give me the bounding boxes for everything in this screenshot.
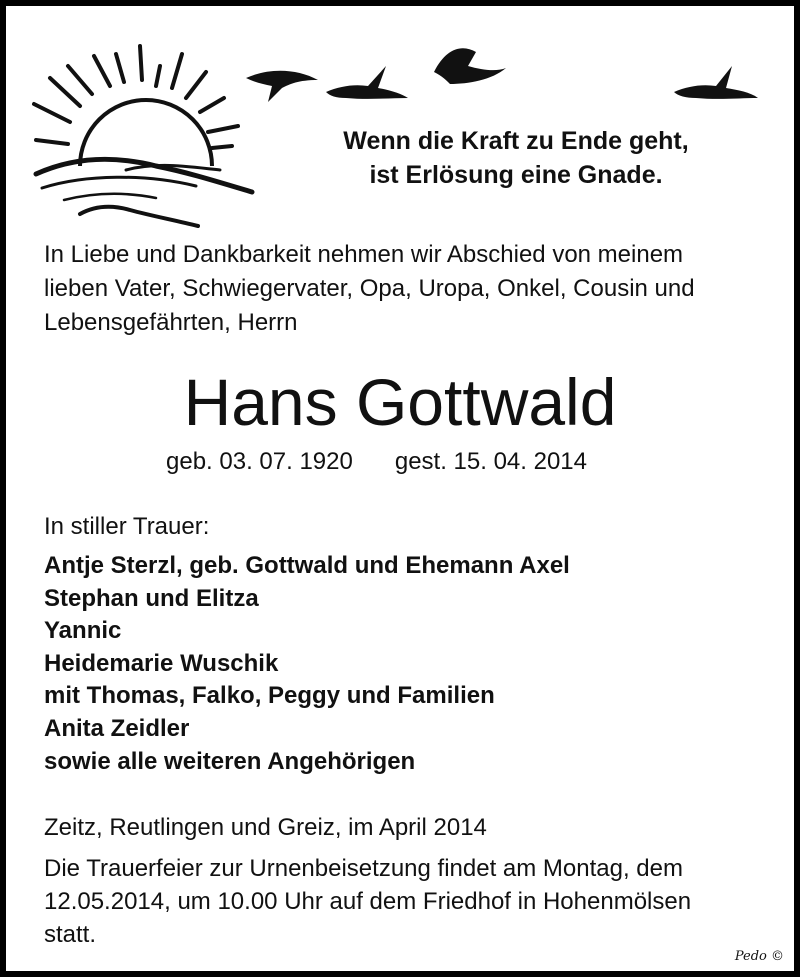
- mourning-label: In stiller Trauer:: [44, 513, 210, 540]
- birth-date: geb. 03. 07. 1920: [166, 448, 353, 475]
- mourner-line: Anita Zeidler: [44, 714, 190, 742]
- death-date: gest. 15. 04. 2014: [394, 448, 587, 475]
- sun-rays-icon: [34, 46, 238, 148]
- river-icon: [80, 207, 198, 226]
- intro-text: [44, 238, 774, 340]
- intro-line: Lebensgefährten, Herrn: [44, 309, 298, 336]
- mourners-list: [44, 550, 784, 778]
- hills-icon: [36, 159, 252, 200]
- place-and-date: Zeitz, Reutlingen und Greiz, im April 2014: [44, 814, 487, 841]
- mourner-line: Heidemarie Wuschik: [44, 649, 279, 677]
- motto: [306, 124, 726, 192]
- funeral-line: 12.05.2014, um 10.00 Uhr auf dem Friedhof in Hohenmölsen: [44, 888, 692, 915]
- mourner-line: Yannic: [44, 617, 122, 645]
- mourner-line: Antje Sterzl, geb. Gottwald und Ehemann Axel: [44, 552, 570, 579]
- motto-line: ist Erlösung eine Gnade.: [369, 161, 663, 189]
- mourner-line: mit Thomas, Falko, Peggy und Familien: [44, 682, 495, 710]
- funeral-line: Die Trauerfeier zur Urnenbeisetzung findet am Montag, dem: [44, 855, 683, 882]
- sun-landscape-illustration: [6, 6, 794, 236]
- mourner-line: sowie alle weiteren Angehörigen: [44, 747, 416, 775]
- intro-line: In Liebe und Dankbarkeit nehmen wir Abschied von meinem: [44, 241, 684, 268]
- funeral-line: statt.: [44, 921, 97, 948]
- motto-line: Wenn die Kraft zu Ende geht,: [343, 127, 689, 155]
- flying-cranes-icon: [246, 48, 758, 102]
- mourner-line: Stephan und Elitza: [44, 584, 259, 612]
- life-dates: [166, 446, 587, 478]
- sun-icon: [80, 100, 212, 166]
- intro-line: lieben Vater, Schwiegervater, Opa, Uropa, Onkel, Cousin und: [44, 275, 695, 302]
- publisher-credit: Pedo ©: [734, 949, 784, 964]
- deceased-name: Hans Gottwald: [183, 365, 617, 439]
- funeral-notice: [44, 852, 774, 951]
